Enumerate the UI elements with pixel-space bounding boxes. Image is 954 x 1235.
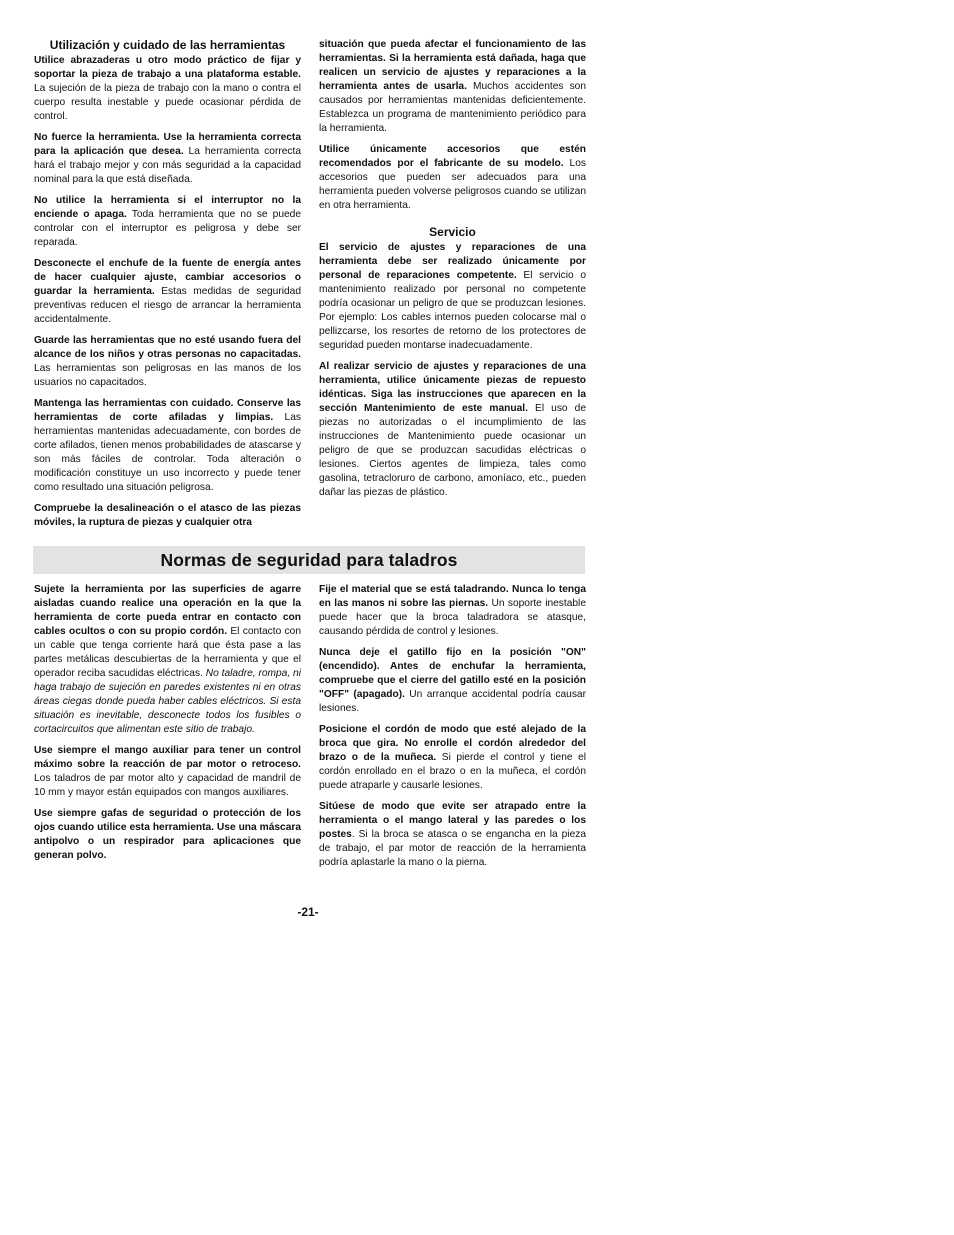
column-bottom-right xyxy=(319,583,586,877)
paragraph: Utilice únicamente accesorios que estén recomendados por el fabricante de su modelo. Los accesorios que pueden ser adecuados para una herramienta pueden volverse peligrosos cuando se utilizan en otra herramienta. xyxy=(319,144,586,211)
paragraph: Fije el material que se está taladrando. Nunca lo tenga en las manos ni sobre las piernas. Un soporte inestable puede hacer que la broca taladradora se atasque, causando pérdida de control y lesiones. xyxy=(319,584,586,637)
paragraph: Desconecte el enchufe de la fuente de energía antes de hacer cualquier ajuste, cambiar accesorios o guardar la herramienta. Estas medidas de seguridad preventivas reducen el riesgo de arrancar la herramienta accidentalmente. xyxy=(34,258,301,325)
paragraph: Al realizar servicio de ajustes y reparaciones de una herramienta, utilice únicamente piezas de repuesto idénticas. Siga las instrucciones que aparecen en la sección Mantenimiento de este manual. El uso de piezas no autorizadas o el incumplimiento de las instrucciones de Mantenimiento puede ocasionar un peligro de que se produzcan sacudidas eléctricas o lesiones. Ciertos agentes de limpieza, tales como gasolina, tetracloruro de carbono, amoníaco, etc., pueden dañar las piezas de plástico. xyxy=(319,361,587,498)
paragraph: Utilice abrazaderas u otro modo práctico de fijar y soportar la pieza de trabajo a una plataforma estable. La sujeción de la pieza de trabajo con la mano o contra el cuerpo resulta inestable y puede ocasionar pérdida de control. xyxy=(34,55,301,122)
paragraph: No fuerce la herramienta. Use la herramienta correcta para la aplicación que desea. La herramienta correcta hará el trabajo mejor y con más seguridad a la capacidad nominal para la que está diseñada. xyxy=(34,132,301,185)
paragraph: No utilice la herramienta si el interruptor no la enciende o apaga. Toda herramienta que no se puede controlar con el interruptor es peligrosa y debe ser reparada. xyxy=(34,195,301,248)
column-bottom-left xyxy=(34,583,301,870)
column-top-right xyxy=(319,38,586,507)
page-number: -21- xyxy=(297,905,319,919)
banner-title: Normas de seguridad para taladros xyxy=(160,549,458,570)
paragraph: Sitúese de modo que evite ser atrapado entre la herramienta o el mango lateral y las paredes o los postes. Si la broca se atasca o se engancha en la pieza de trabajo, el par motor de reacción de la herramienta podría aplastarle la mano o la pierna. xyxy=(319,801,586,868)
column-top-left xyxy=(34,38,301,537)
paragraph: Use siempre el mango auxiliar para tener un control máximo sobre la reacción de par motor o retroceso. Los taladros de par motor alto y capacidad de mandril de 10 mm y mayor están equipados con mangos auxiliares. xyxy=(34,745,301,798)
section-heading-use-care: Utilización y cuidado de las herramientas xyxy=(49,38,286,52)
paragraph: Use siempre gafas de seguridad o protección de los ojos cuando utilice esta herramienta. Use una máscara antipolvo o un respirador para aplicaciones que generan polvo. xyxy=(34,808,301,861)
paragraph: Compruebe la desalineación o el atasco de las piezas móviles, la ruptura de piezas y cualquier otra xyxy=(34,503,301,528)
paragraph: Posicione el cordón de modo que esté alejado de la broca que gira. No enrolle el cordón alrededor del brazo o de la muñeca. Si pierde el control y tiene el cordón enrollado en el brazo o en la muñeca, el cordón puede atraparle y causarle lesiones. xyxy=(319,724,586,791)
paragraph: Nunca deje el gatillo fijo en la posición "ON" (encendido). Antes de enchufar la herramienta, compruebe que el cierre del gatillo esté en la posición "OFF" (apagado). Un arranque accidental podría causar lesiones. xyxy=(319,647,586,714)
paragraph: Guarde las herramientas que no esté usando fuera del alcance de los niños y otras personas no capacitadas. Las herramientas son peligrosas en las manos de los usuarios no capacitados. xyxy=(34,335,301,388)
paragraph: Mantenga las herramientas con cuidado. Conserve las herramientas de corte afiladas y limpias. Las herramientas mantenidas adecuadamente, con bordes de corte afilados, tienen menos probabilidades de atascarse y son más fáciles de controlar. Toda alteración o modificación constituye un uso incorrecto y puede tener como resultado una situación peligrosa. xyxy=(34,398,301,493)
section-banner xyxy=(33,546,585,574)
paragraph: situación que pueda afectar el funcionamiento de las herramientas. Si la herramienta está dañada, haga que realicen un servicio de ajustes y reparaciones a la herramienta antes de usarla. Muchos accidentes son causados por herramientas mantenidas deficientemente. Establezca un programa de mantenimiento periódico para la herramienta. xyxy=(319,39,586,134)
section-heading-service: Servicio xyxy=(429,225,476,239)
paragraph: El servicio de ajustes y reparaciones de una herramienta debe ser realizado únicamente por personal de reparaciones competente. El servicio o mantenimiento realizado por personal no competente podría ocasionar un peligro de que se produzcan lesiones. Por ejemplo: Los cables internos pueden colocarse mal o pellizcarse, los resortes de retorno de los protectores de seguridad pueden montarse inadecuadamente. xyxy=(319,242,586,351)
paragraph: Sujete la herramienta por las superficies de agarre aisladas cuando realice una operación en la que la herramienta de corte pueda entrar en contacto con cables ocultos o con su propio cordón. El contacto con un cable que tenga corriente hará que ésta pase a las partes metálicas descubiertas de la herramienta y que el operador reciba sacudidas eléctricas. No taladre, rompa, ni haga trabajo de sujeción en paredes existentes ni en otras áreas ciegas donde pueda haber cables eléctricos. Si esta situación es inevitable, desconecte todos los fusibles o cortacircuitos que alimentan este sitio de trabajo. xyxy=(34,584,301,735)
